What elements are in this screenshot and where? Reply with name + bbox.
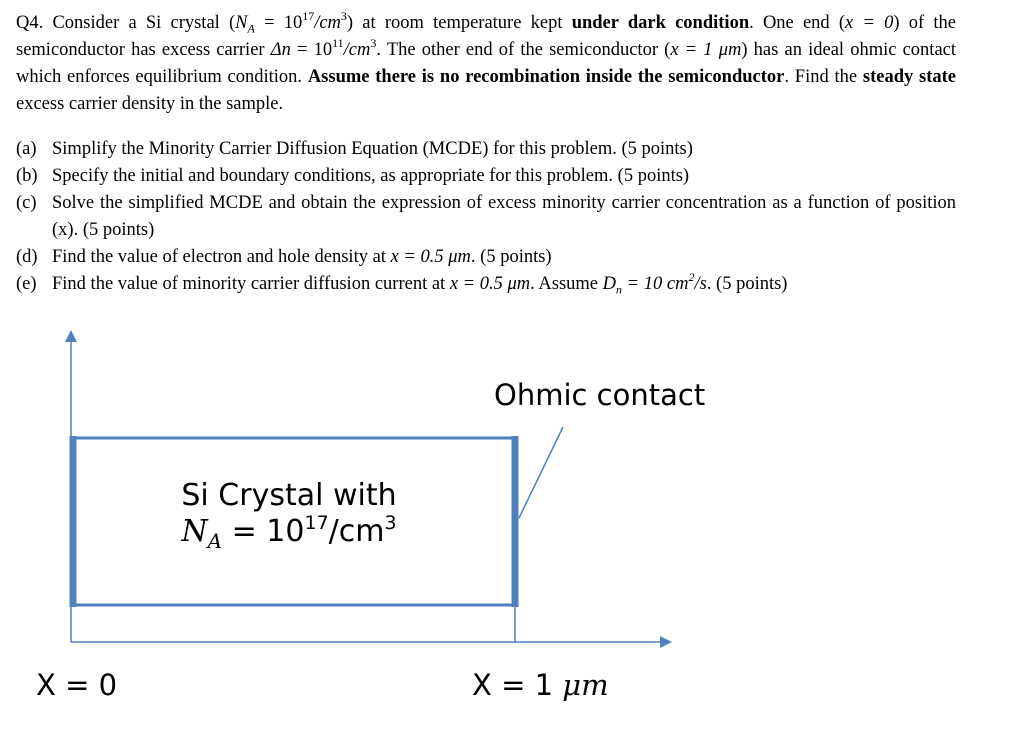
part-label: (a) xyxy=(16,139,37,159)
part-b xyxy=(16,163,956,190)
part-text: Solve the simplified MCDE and obtain the expression of excess minority carrier concentration as a function of position (x). (5 points) xyxy=(52,193,956,240)
x0-label: X = 0 xyxy=(36,668,118,702)
part-text: Simplify the Minority Carrier Diffusion Equation (MCDE) for this problem. (5 points) xyxy=(52,139,693,159)
crystal-label-line1: Si Crystal with xyxy=(181,478,397,513)
part-text: Find the value of electron and hole density at x = 0.5 μm. (5 points) xyxy=(52,247,552,267)
semiconductor-diagram xyxy=(0,320,1019,756)
question-text: Q4. Consider a Si crystal ( xyxy=(16,13,236,33)
emphasis-no-recombination: Assume there is no recombination inside the semiconductor xyxy=(307,67,785,87)
emphasis-dark-condition: under dark condition xyxy=(571,13,750,33)
part-label: (c) xyxy=(16,193,37,213)
math-x0: x = 0 xyxy=(845,13,894,33)
part-label: (e) xyxy=(16,274,37,294)
ohmic-leader-line xyxy=(519,427,563,518)
y-axis-arrowhead xyxy=(65,330,77,342)
part-e xyxy=(16,271,956,298)
emphasis-steady-state: steady state xyxy=(862,67,956,87)
crystal-label xyxy=(130,478,448,553)
na-symbol: $N_A$ xyxy=(235,13,255,36)
part-label: (d) xyxy=(16,247,38,267)
x-axis-arrowhead xyxy=(660,636,672,648)
math-x1: x = 1 μm xyxy=(670,40,742,60)
math-delta-n: Δn xyxy=(270,40,291,60)
question-statement: Q4. Consider a Si crystal $(N_A = 10^{17}/cm^3)$ at room temperature kept under dark condition. One end (x = 0) of the semiconductor has excess carrier $\Delta n = 10^{11}/cm^3$. The other end of the semiconductor (x = 1 μm) has an ideal ohmic contact which enforces equilibrium condition. Assume there is no recombination inside the semiconductor. Find the steady state excess carrier density in the sample. xyxy=(16,8,957,114)
part-d xyxy=(16,244,956,271)
crystal-label-line2: $N_A = 10^{17}/cm^3$ xyxy=(181,512,397,553)
part-label: (b) xyxy=(16,166,38,186)
part-c xyxy=(16,190,956,244)
question-parts xyxy=(16,136,956,298)
part-text: Find the value of minority carrier diffusion current at x = 0.5 μm. Assume $D_n = 10$ $cm^2/s$. (5 points) xyxy=(52,269,788,297)
x1-label: X = 1 μm xyxy=(472,668,609,702)
part-text: Specify the initial and boundary conditions, as appropriate for this problem. (5 points) xyxy=(52,166,690,186)
part-a xyxy=(16,136,956,163)
ohmic-contact-label: Ohmic contact xyxy=(494,378,706,412)
